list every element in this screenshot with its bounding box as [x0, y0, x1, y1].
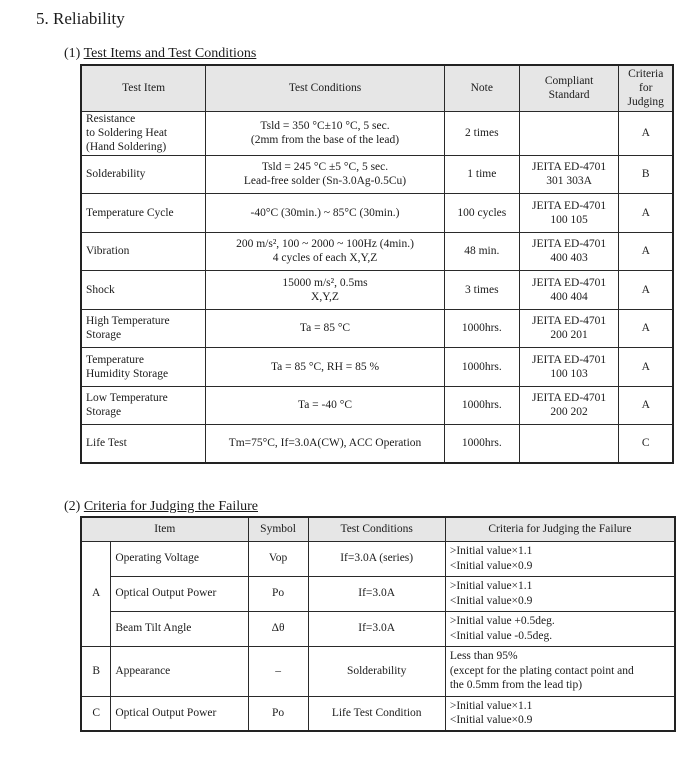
test-note: 1000hrs.: [444, 348, 519, 387]
text-line: X,Y,Z: [311, 290, 339, 303]
failure-criteria-row: [81, 576, 675, 611]
criteria-symbol: Po: [248, 576, 308, 611]
test-condition: Tm=75°C, If=3.0A(CW), ACC Operation: [206, 425, 445, 464]
test-item-row: [81, 309, 673, 348]
test-condition: [206, 232, 445, 271]
compliant-standard: [519, 309, 619, 348]
text-line: Humidity Storage: [86, 367, 169, 380]
header-test-conditions-2: Test Conditions: [308, 517, 445, 541]
compliant-standard: [519, 111, 619, 155]
test-item-row: [81, 194, 673, 233]
test-item-row: [81, 386, 673, 425]
text-line: Lead-free solder (Sn-3.0Ag-0.5Cu): [243, 175, 407, 188]
test-note: 1000hrs.: [444, 386, 519, 425]
criteria-judgement: [445, 611, 675, 646]
text-line: >Initial value×1.1: [449, 580, 533, 593]
text-line: Low Temperature: [86, 392, 168, 404]
text-line: the 0.5mm from the lead tip): [449, 679, 583, 692]
header-criteria-text: Criteria for Judging: [627, 67, 664, 109]
criteria-symbol: –: [248, 646, 308, 696]
compliant-standard: [519, 425, 619, 464]
criteria-grade: A: [619, 386, 673, 425]
criteria-grade: A: [619, 194, 673, 233]
text-line: (except for the plating contact point and: [449, 664, 634, 677]
text-line: JEITA ED-4701: [532, 238, 607, 250]
criteria-symbol: Δθ: [248, 611, 308, 646]
criteria-test-condition: If=3.0A: [308, 576, 445, 611]
text-line: 200 m/s², 100 ~ 2000 ~ 100Hz (4min.): [236, 238, 414, 250]
test-item-name: Vibration: [81, 232, 206, 271]
text-line: JEITA ED-4701: [532, 161, 607, 173]
criteria-test-condition: If=3.0A: [308, 611, 445, 646]
criteria-grade: A: [619, 111, 673, 155]
failure-criteria-row: [81, 646, 675, 696]
test-condition: [206, 155, 445, 194]
compliant-standard: [519, 194, 619, 233]
test-item-row: [81, 111, 673, 155]
failure-criteria-row: [81, 541, 675, 576]
compliant-standard: [519, 348, 619, 387]
test-note: 48 min.: [444, 232, 519, 271]
test-condition: Ta = 85 °C: [206, 309, 445, 348]
test-item-name: Life Test: [81, 425, 206, 464]
header-compliant-standard: [519, 65, 619, 111]
text-line: Storage: [86, 329, 122, 342]
criteria-judgement: [445, 696, 675, 731]
test-item-row: [81, 348, 673, 387]
text-line: High Temperature: [86, 315, 170, 327]
criteria-judgement: [445, 541, 675, 576]
criteria-item: Optical Output Power: [111, 576, 248, 611]
text-line: (Hand Soldering): [86, 141, 167, 154]
criteria-group: C: [81, 696, 111, 731]
text-line: >Initial value +0.5deg.: [449, 615, 555, 628]
table1-header-row: [81, 65, 673, 111]
text-line: 400 403: [550, 252, 588, 265]
test-item-name: Solderability: [81, 155, 206, 194]
compliant-standard: [519, 232, 619, 271]
test-condition: [206, 111, 445, 155]
text-line: JEITA ED-4701: [532, 276, 607, 289]
test-item-row: [81, 271, 673, 310]
text-line: to Soldering Heat: [86, 126, 168, 139]
test-note: 3 times: [444, 271, 519, 310]
text-line: JEITA ED-4701: [532, 199, 607, 212]
header-test-item: Test Item: [81, 65, 206, 111]
text-line: Tsld = 350 °C±10 °C, 5 sec.: [260, 119, 390, 132]
section-title: 5. Reliability: [36, 9, 125, 28]
test-condition: [206, 271, 445, 310]
criteria-grade: B: [619, 155, 673, 194]
criteria-symbol: Vop: [248, 541, 308, 576]
text-line: 100 103: [550, 367, 588, 380]
compliant-standard: [519, 155, 619, 194]
test-note: 100 cycles: [444, 194, 519, 233]
table2-heading-text: Criteria for Judging the Failure: [83, 499, 259, 514]
test-item-name: [81, 386, 206, 425]
test-item-name: [81, 111, 206, 155]
failure-criteria-row: [81, 696, 675, 731]
criteria-group: B: [81, 646, 111, 696]
text-line: <Initial value×0.9: [449, 594, 533, 607]
test-note: 2 times: [444, 111, 519, 155]
criteria-grade: A: [619, 232, 673, 271]
text-line: Storage: [86, 406, 122, 419]
text-line: >Initial value×1.1: [449, 699, 533, 712]
test-item-row: [81, 155, 673, 194]
criteria-grade: C: [619, 425, 673, 464]
criteria-item: Beam Tilt Angle: [111, 611, 248, 646]
criteria-judgement: [445, 646, 675, 696]
criteria-grade: A: [619, 309, 673, 348]
header-note: Note: [444, 65, 519, 111]
text-line: JEITA ED-4701: [532, 315, 607, 327]
header-symbol: Symbol: [248, 517, 308, 541]
text-line: >Initial value×1.1: [449, 545, 533, 558]
text-line: (2mm from the base of the lead): [250, 134, 400, 147]
text-line: Less than 95%: [449, 650, 518, 663]
text-line: JEITA ED-4701: [532, 392, 607, 404]
header-item: Item: [81, 517, 248, 541]
criteria-test-condition: Life Test Condition: [308, 696, 445, 731]
table1-heading-number: (1): [64, 46, 84, 61]
test-condition: Ta = 85 °C, RH = 85 %: [206, 348, 445, 387]
text-line: Resistance: [86, 112, 136, 125]
test-item-name: Temperature Cycle: [81, 194, 206, 233]
test-item-name: [81, 309, 206, 348]
criteria-test-condition: If=3.0A (series): [308, 541, 445, 576]
test-item-row: [81, 425, 673, 464]
text-line: <Initial value -0.5deg.: [449, 629, 553, 642]
test-note: 1 time: [444, 155, 519, 194]
criteria-item: Operating Voltage: [111, 541, 248, 576]
text-line: 200 202: [550, 406, 588, 419]
text-line: <Initial value×0.9: [449, 559, 533, 572]
text-line: 301 303A: [546, 175, 592, 188]
text-line: 200 201: [550, 329, 588, 342]
test-items-table: [80, 64, 674, 464]
table2-heading-number: (2): [64, 499, 84, 514]
table2-heading: [64, 499, 258, 515]
compliant-standard: [519, 386, 619, 425]
test-condition: -40°C (30min.) ~ 85°C (30min.): [206, 194, 445, 233]
text-line: Tsld = 245 °C ±5 °C, 5 sec.: [261, 161, 389, 173]
criteria-grade: A: [619, 271, 673, 310]
criteria-judgement: [445, 576, 675, 611]
test-item-name: [81, 348, 206, 387]
text-line: 400 404: [550, 290, 588, 303]
test-item-name: Shock: [81, 271, 206, 310]
text-line: <Initial value×0.9: [449, 714, 533, 727]
failure-criteria-row: [81, 611, 675, 646]
criteria-symbol: Po: [248, 696, 308, 731]
criteria-item: Appearance: [111, 646, 248, 696]
criteria-grade: A: [619, 348, 673, 387]
test-item-row: [81, 232, 673, 271]
header-criteria-failure: Criteria for Judging the Failure: [445, 517, 675, 541]
header-criteria: [619, 65, 673, 111]
table2-header-row: [81, 517, 675, 541]
criteria-test-condition: Solderability: [308, 646, 445, 696]
compliant-standard: [519, 271, 619, 310]
criteria-group: A: [81, 541, 111, 646]
table1-heading-text: Test Items and Test Conditions: [83, 46, 257, 61]
text-line: 4 cycles of each X,Y,Z: [272, 252, 378, 265]
text-line: Temperature: [86, 353, 144, 366]
criteria-item: Optical Output Power: [111, 696, 248, 731]
text-line: 15000 m/s², 0.5ms: [282, 276, 368, 289]
test-condition: Ta = -40 °C: [206, 386, 445, 425]
header-compliant-standard-text: Compliant Standard: [544, 74, 594, 102]
test-note: 1000hrs.: [444, 309, 519, 348]
failure-criteria-table: [80, 516, 676, 732]
table1-heading: [64, 46, 256, 62]
text-line: 100 105: [550, 213, 588, 226]
text-line: JEITA ED-4701: [532, 353, 607, 366]
header-test-conditions: Test Conditions: [206, 65, 445, 111]
test-note: 1000hrs.: [444, 425, 519, 464]
